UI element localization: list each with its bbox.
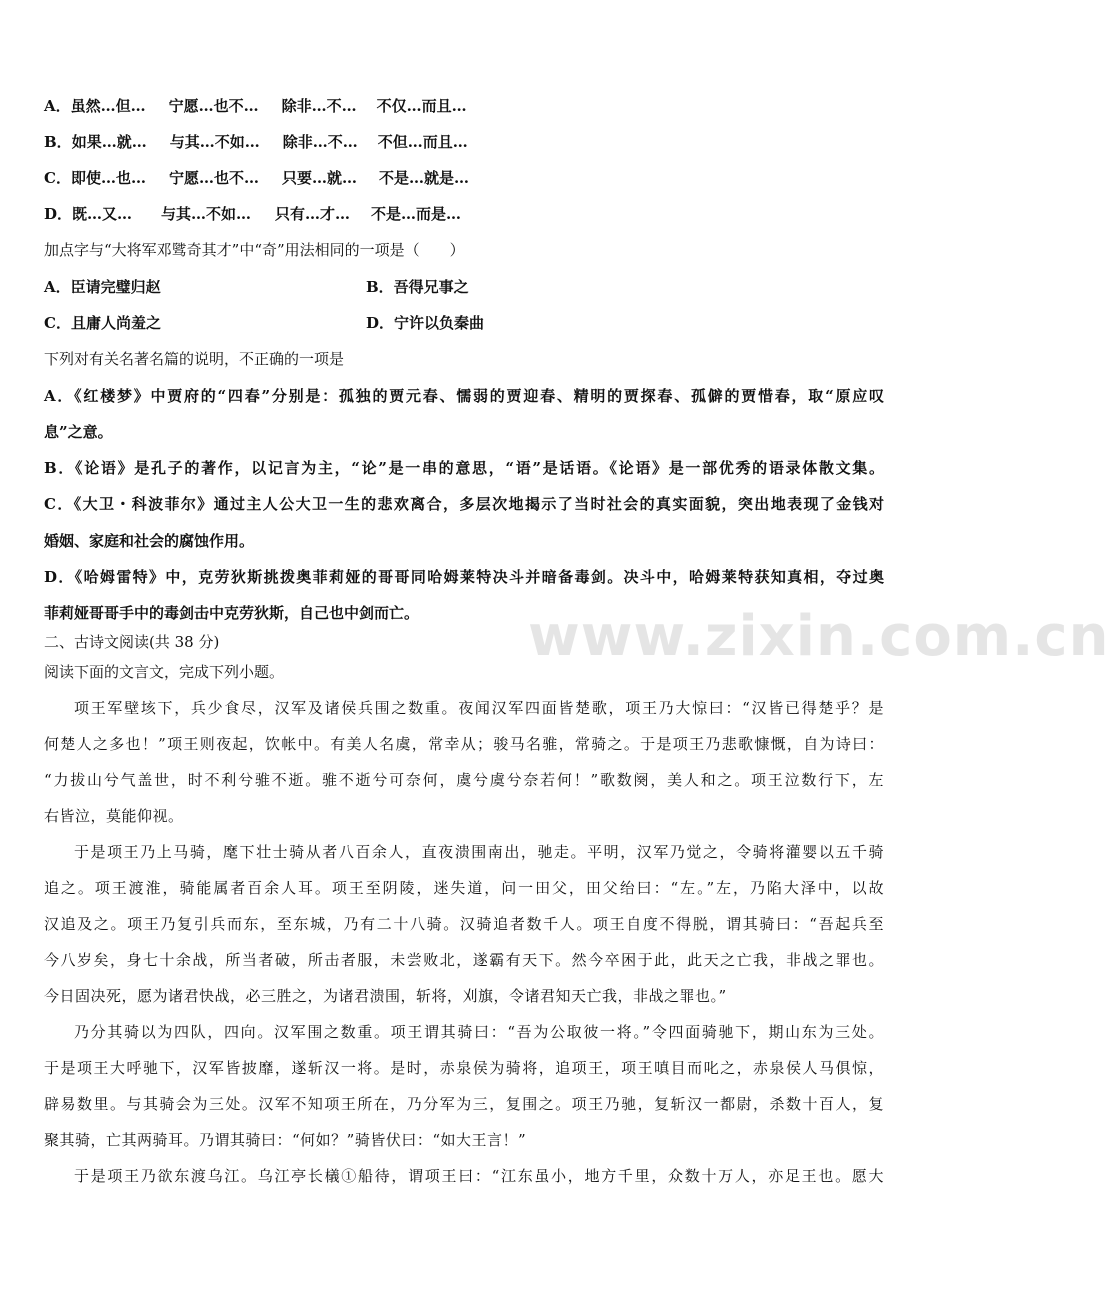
passage-line: 聚其骑，亡其两骑耳。乃谓其骑曰：“何如？”骑皆伏曰：“如大王言！” bbox=[44, 1131, 527, 1149]
option-d-row[interactable] bbox=[44, 204, 884, 224]
passage-line: 今日固决死，愿为诸君快战，必三胜之，为诸君溃围，斩将，刈旗，令诸君知天亡我，非战之罪也。” bbox=[44, 987, 727, 1005]
option-a-continued: 息”之意。 bbox=[44, 423, 113, 441]
passage-line: 追之。项王渡淮，骑能属者百余人耳。项王至阴陵，迷失道，问一田父，田父绐曰：“左。”左，乃陷大泽中，以故 bbox=[44, 879, 884, 897]
option-d[interactable]: D．《哈姆雷特》中，克劳狄斯挑拨奥菲莉娅的哥哥同哈姆莱特决斗并暗备毒剑。决斗中，哈姆莱特获知真相，夺过奥 bbox=[44, 568, 884, 586]
option-item: 即使…也… bbox=[70, 169, 146, 187]
option-b[interactable]: B．吾得兄事之 bbox=[366, 278, 469, 296]
option-letter: B． bbox=[44, 133, 72, 151]
option-item: 不是…就是… bbox=[378, 169, 469, 187]
passage-line: 今八岁矣，身七十余战，所当者破，所击者服，未尝败北，遂霸有天下。然今卒困于此，此天之亡我，非战之罪也。 bbox=[44, 951, 884, 969]
passage-line: “力拔山兮气盖世，时不利兮骓不逝。骓不逝兮可奈何，虞兮虞兮奈若何！”歌数阕，美人和之。项王泣数行下，左 bbox=[44, 771, 884, 789]
question-stem: 下列对有关名著名篇的说明，不正确的一项是 bbox=[44, 350, 345, 368]
passage-line: 汉追及之。项王乃复引兵而东，至东城，乃有二十八骑。汉骑追者数千人。项王自度不得脱，谓其骑曰：“吾起兵至 bbox=[44, 915, 884, 933]
option-a[interactable]: A．《红楼梦》中贾府的“四春”分别是：孤独的贾元春、懦弱的贾迎春、精明的贾探春、孤僻的贾惜春，取“原应叹 bbox=[44, 387, 884, 405]
question-options-row bbox=[44, 313, 884, 333]
option-letter: A． bbox=[44, 97, 71, 115]
passage-line: 于是项王乃上马骑，麾下壮士骑从者八百余人，直夜溃围南出，驰走。平明，汉军乃觉之，令骑将灌婴以五千骑 bbox=[74, 843, 884, 861]
option-a[interactable]: A．臣请完璧归赵 bbox=[44, 278, 161, 296]
option-item: 只要…就… bbox=[281, 169, 357, 187]
section-instruction: 阅读下面的文言文，完成下列小题。 bbox=[44, 663, 285, 681]
option-d[interactable]: D．宁许以负秦曲 bbox=[366, 314, 485, 332]
option-letter: D． bbox=[44, 205, 73, 223]
option-b[interactable]: B．《论语》是孔子的著作，以记言为主，“论”是一串的意思，“语”是话语。《论语》是一部优秀的语录体散文集。 bbox=[44, 459, 884, 477]
option-item: 虽然…但… bbox=[70, 97, 146, 115]
option-b-row[interactable] bbox=[44, 132, 884, 152]
passage-line: 项王军壁垓下，兵少食尽，汉军及诸侯兵围之数重。夜闻汉军四面皆楚歌，项王乃大惊曰：“汉皆已得楚乎？是 bbox=[74, 699, 884, 717]
option-item: 不但…而且… bbox=[377, 133, 468, 151]
option-d-continued: 菲莉娅哥哥手中的毒剑击中克劳狄斯，自己也中剑而亡。 bbox=[44, 604, 420, 622]
option-c[interactable]: C．《大卫・科波菲尔》通过主人公大卫一生的悲欢离合，多层次地揭示了当时社会的真实面貌，突出地表现了金钱对 bbox=[44, 495, 884, 513]
option-item: 宁愿…也不… bbox=[168, 169, 259, 187]
passage-line: 何楚人之多也！”项王则夜起，饮帐中。有美人名虞，常幸从；骏马名骓，常骑之。于是项王乃悲歌慷慨，自为诗曰： bbox=[44, 735, 884, 753]
option-item: 与其…不如… bbox=[169, 133, 260, 151]
option-item: 既…又… bbox=[72, 205, 133, 223]
option-c[interactable]: C．且庸人尚羞之 bbox=[44, 314, 161, 332]
option-item: 宁愿…也不… bbox=[168, 97, 259, 115]
passage-line: 乃分其骑以为四队，四向。汉军围之数重。项王谓其骑曰：“吾为公取彼一将。”令四面骑驰下，期山东为三处。 bbox=[74, 1023, 884, 1041]
option-c-continued: 婚姻、家庭和社会的腐蚀作用。 bbox=[44, 532, 255, 550]
option-a-row[interactable] bbox=[44, 96, 884, 116]
option-item: 不仅…而且… bbox=[376, 97, 467, 115]
option-item: 不是…而是… bbox=[371, 205, 462, 223]
question-stem: 加点字与“大将军邓骘奇其才”中“奇”用法相同的一项是（ ） bbox=[44, 241, 465, 259]
passage-line: 辟易数里。与其骑会为三处。汉军不知项王所在，乃分军为三，复围之。项王乃驰，复斩汉一都尉，杀数十百人，复 bbox=[44, 1095, 884, 1113]
option-c-row[interactable] bbox=[44, 168, 884, 188]
section-heading: 二、古诗文阅读(共 38 分) bbox=[44, 633, 220, 651]
option-item: 与其…不如… bbox=[161, 205, 252, 223]
option-item: 除非…不… bbox=[281, 97, 357, 115]
passage-line: 于是项王乃欲东渡乌江。乌江亭长檥①船待，谓项王曰：“江东虽小，地方千里，众数十万人，亦足王也。愿大 bbox=[74, 1167, 884, 1185]
passage-line: 于是项王大呼驰下，汉军皆披靡，遂斩汉一将。是时，赤泉侯为骑将，追项王，项王嗔目而叱之，赤泉侯人马俱惊， bbox=[44, 1059, 884, 1077]
option-item: 只有…才… bbox=[275, 205, 351, 223]
watermark: www.zixin.com.cn bbox=[528, 604, 1110, 669]
option-item: 如果…就… bbox=[71, 133, 147, 151]
passage-line: 右皆泣，莫能仰视。 bbox=[44, 807, 184, 825]
option-item: 除非…不… bbox=[282, 133, 358, 151]
option-letter: C． bbox=[44, 169, 71, 187]
question-options-row bbox=[44, 277, 884, 297]
